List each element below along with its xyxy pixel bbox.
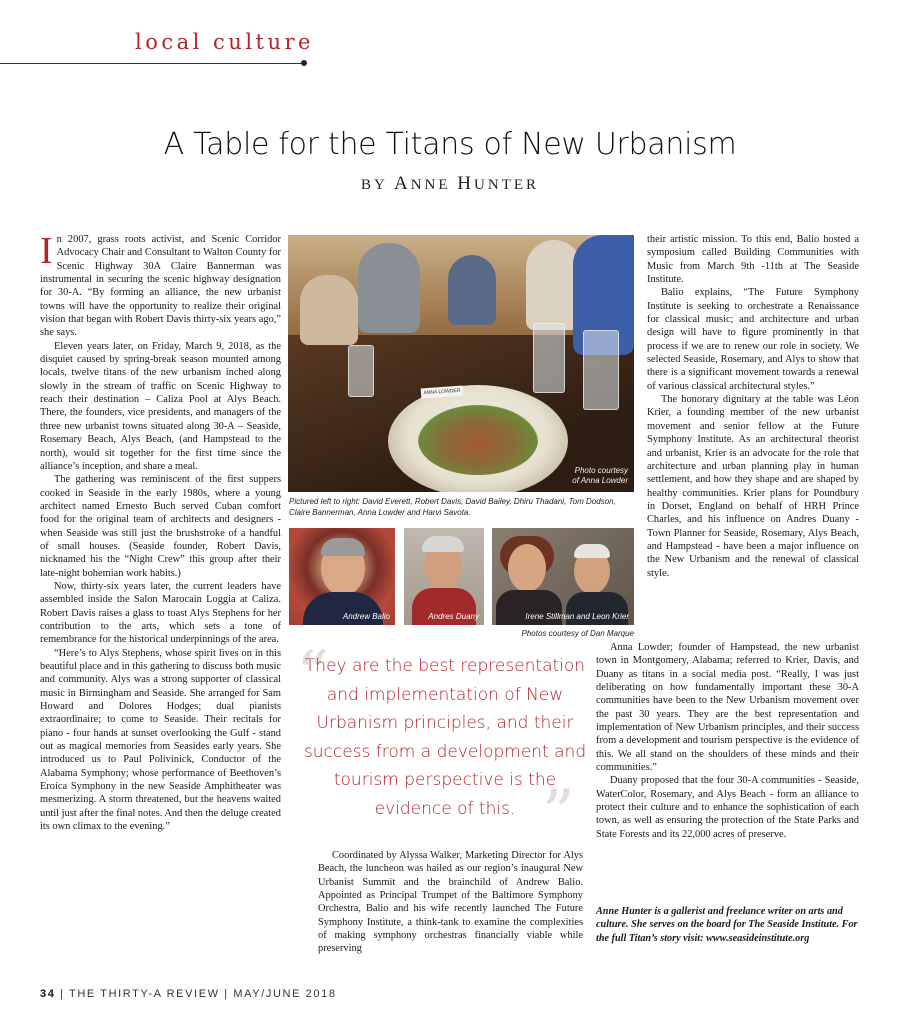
article-column-wide [596,641,859,841]
article-column-right [647,233,859,580]
author-bio: Anne Hunter is a gallerist and freelance writer on arts and culture. She serves on the board for The Seaside Institute. For the full Titan’s story visit: www.seasideinstitute.org [596,906,858,944]
article-title: A Table for the Titans of New Urbanism [163,127,737,162]
drop-cap: I [40,230,53,272]
paragraph: Coordinated by Alyssa Walker, Marketing Director for Alys Beach, the luncheon was hailed as our region’s inaugural New Urbanist Summit and the brainchild of Andrew Balio. Appointed as Principal Trumpet of the Baltimore Symphony Orchestra, Balio and his wife recently launched The Future Symphony Institute, a think-tank to examine the complexities of making symphony orchestras financially viable while preserving [318,850,583,955]
paragraph: The gathering was reminiscent of the first suppers cooked in Seaside in the early 1980s, where a young architect named Ernesto Buch served Cuban comfort food for the original team of architects and designers - when Seaside was still just the brushstroke of a handful of small houses. (Seaside founder, Robert Davis, nicknamed his the “Night Crew” this group after their late-night bohemian work habits.) [40,474,281,579]
photo-glass [583,330,619,410]
photo-credit-line: of Anna Lowder [572,476,628,485]
paragraph: Duany proposed that the four 30-A communities - Seaside, WaterColor, Rosemary, and Alys Beach - form an alliance to protect their culture and to enhance the sophistication of each town, as well as ensuring the protection of the State Parks and State Forests and its 22,000 acres of preserve. [596,775,859,840]
thumbnail-label: Andrew Balio [342,612,390,621]
paragraph-text: n 2007, grass roots activist, and Scenic Corridor Advocacy Chair and Consultant to Walton County for Scenic Highway 30A Claire Bannerman was instrumental in securing the scenic highway designation for 30-A. “By forming an alliance, the new urbanist towns will have the opportunity to realize their original vision that began with Robert Davis thirty-six years ago,” she says. [40,234,281,339]
publication-name: THE THIRTY-A REVIEW [69,988,220,1000]
photo-credit-line: Photo courtesy [574,466,628,475]
byline [0,173,900,195]
thumbnail-label: Andres Duany [428,612,479,621]
photo-person [358,243,420,333]
byline-author: ANNE HUNTER [393,173,540,194]
thumbnail-photo [404,528,484,625]
pull-quote: They are the best representation and implementation of New Urbanism principles, and their success from a development and tourism perspective is the evidence of this. [303,656,587,819]
photo-salad [418,405,538,475]
byline-prefix: BY [360,177,388,193]
page-number: 34 [40,988,56,1000]
photo-glass [348,345,374,397]
portrait-hair [574,544,610,558]
paragraph: Now, thirty-six years later, the current leaders have assembled inside the Salon Marocain Loggia at Caliza. Robert Davis raises a glass to toast Alys Stephens for her contribution to the arts, which sets a tone of remembrance for the historical underpinnings of the area. [40,580,281,646]
portrait-hair [321,538,365,556]
thumbnail-label: Irene Stillman and Leon Krier [525,612,629,621]
paragraph: Eleven years later, on Friday, March 9, 2018, as the disquiet caused by spring-break season mounted among locals, twelve titans of the new urbanism inched along slowly in the stream of traffic on Scenic Highway to reach their destination – Caliza Pool at Alys Beach. There, the founders, vice presidents, and managers of the three new urbanist towns situated along 30-A – Seaside, Rosemary Beach, Alys Beach, (and Hampstead to the north), would sit together for the first time since the alliance’s inception, and share a meal. [40,340,281,472]
paragraph: “Here’s to Alys Stephens, whose spirit lives on in this beautiful place and in this gathering to discuss both music and community. Alys was a strong supporter of classical music in Birmingham and Seaside. She arranged for Sam Howard and Dolores Hodges; dual pianists extraordinaire; to come to Seaside. Their recitals for piano - four hands at sunset overlooking the Gulf - stand out as magical memories from Seasides early years. She introduced us to Paul Polivinick, Conductor of the Alabama Symphony; whose performance of Beethoven’s Eroica Symphony in the new Seaside Amphitheater was mesmerizing. A storm threatened, but the heavens waited until just after the final notes. And then the deluge created its own climax to the evening.” [40,647,281,833]
paragraph: The honorary dignitary at the table was Léon Krier, a founding member of the new urbanist movement and senior fellow at the Future Symphony Institute. As an architectural theorist and urbanist, Krier is an advocate for the role that architecture and urban planning play in human settlement, and how they shape and are shaped by healthy communities. Krier plans for Poundbury in Dorset, England on behalf of HRH Prince Charles, and his influence on Andres Duany - Town Planner for Seaside, Rosemary, Alys Beach, and Hampstead - have been a major influence on the New Urbanism and the renewal of classical style. [647,394,859,579]
paragraph [40,230,281,340]
photo-caption: Pictured left to right: David Everett, Robert Davis, David Bailey, Dhiru Thadani, Tom Dodson, Claire Bannerman, Anna Lowder and Harvi Savota. [289,497,616,517]
section-rule [0,63,304,64]
thumbnail-credit: Photos courtesy of Dan Marque [521,629,634,638]
photo-person [300,275,358,345]
section-rule-dot [301,60,307,66]
footer-separator: | [60,988,70,1000]
portrait-hair [422,536,464,552]
page-footer [40,988,337,1000]
photo-glass [533,323,565,393]
photo-person [448,255,496,325]
section-label: local culture [135,30,314,54]
photo-place-card: ANNA LOWDER [421,386,464,399]
article-column-middle [318,849,583,956]
paragraph: their artistic mission. To this end, Balio hosted a symposium called Building Communities with Music from March 9th -11th at The Seaside Institute. [647,234,859,286]
thumbnail-photo [289,528,395,625]
photo-credit [572,466,628,486]
issue-date: MAY/JUNE 2018 [233,988,337,1000]
portrait-face [508,544,546,592]
footer-separator: | [224,988,234,1000]
paragraph: Anna Lowder; founder of Hampstead, the new urbanist town in Montgomery, Alabama; referred to Krier, Davis, and Duany as titans in a social media post. “Really, I was just deliberating on how fundamentally important these 30-A communities have been to the New Urbanism movement over the past 30 years. They are the best representation and implementation of New Urbanism principles, and their success from a development and tourism perspective is the evidence of this. We all stand on the shoulders of these minds and their communities.” [596,642,859,774]
thumbnail-photo [492,528,634,625]
article-column-left [40,230,281,833]
pull-quote-open-mark: “ [296,638,329,712]
paragraph: Balio explains, “The Future Symphony Institute is seeking to orchestrate a Renaissance for classical music; and architecture and urban design will have to figure prominently in that process if we are to renew our role in society. We selected Seaside, Rosemary, and Alys to show that there is a significant movement towards a renewal of various classical architectural styles.” [647,287,859,392]
main-photo [288,235,634,492]
pull-quote-close-mark: ” [542,777,575,851]
